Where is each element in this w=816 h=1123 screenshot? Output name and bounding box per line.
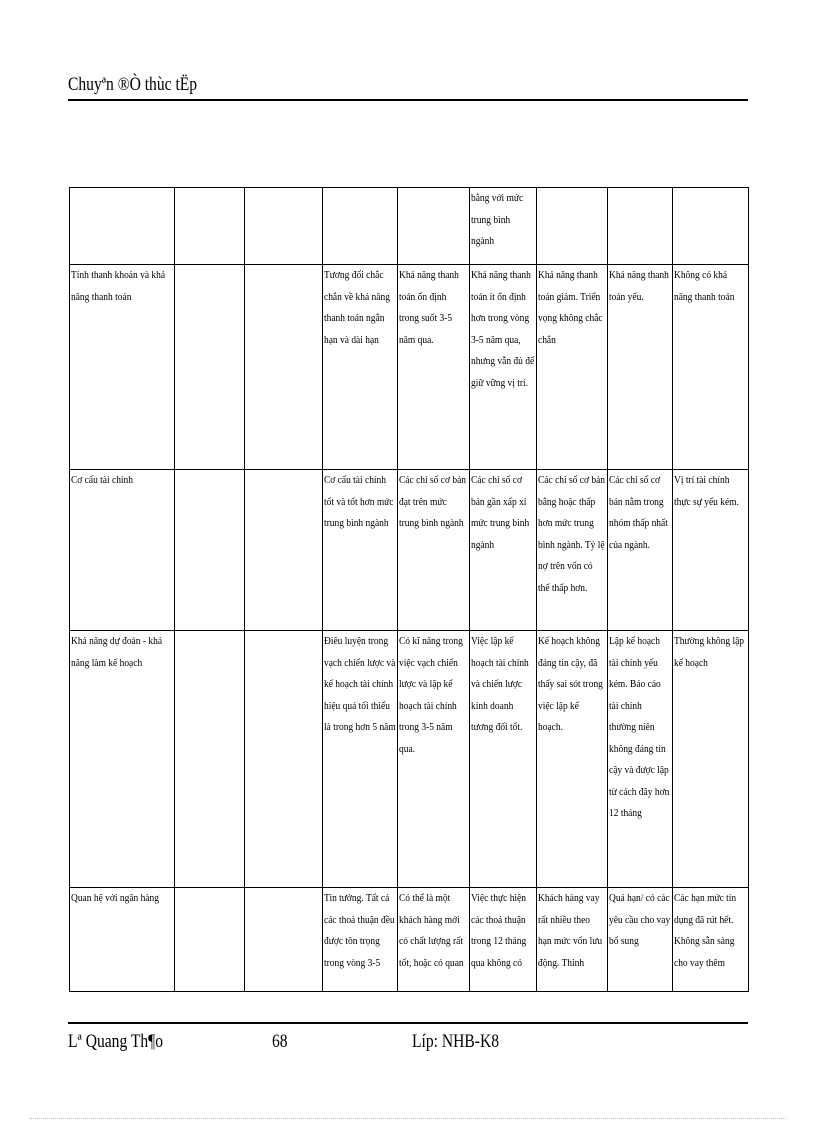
page-header-title: Chuyªn ®Ò thùc tËp <box>68 74 198 95</box>
table-cell: Khách hàng vay rất nhiều theo hạn mức vốn lưu động. Thỉnh <box>537 888 608 992</box>
table-cell: Cơ cấu tài chính tốt và tốt hơn mức trung bình ngành <box>323 470 398 631</box>
table-cell: bằng với mức trung bình ngành <box>470 188 537 265</box>
table-cell: Không có khả năng thanh toán <box>673 265 749 470</box>
table-cell <box>175 188 245 265</box>
table-cell: Khả năng thanh toán ít ổn định hơn trong vòng 3-5 năm qua, nhưng vẫn đủ để giữ vững vị trí. <box>470 265 537 470</box>
table-cell: Thường không lập kế hoạch <box>673 631 749 888</box>
table-cell <box>245 470 323 631</box>
table-cell: Khả năng thanh toán yếu. <box>608 265 673 470</box>
table-cell <box>175 888 245 992</box>
table-row-continuation <box>70 188 749 265</box>
table-cell <box>175 631 245 888</box>
table-cell <box>398 188 470 265</box>
table-cell: Khả năng thanh toán giảm. Triển vọng không chắc chắn <box>537 265 608 470</box>
table-cell <box>70 188 175 265</box>
criterion-cell: Cơ cấu tài chính <box>70 470 175 631</box>
criterion-cell: Khả năng dự đoán - khả năng làm kế hoạch <box>70 631 175 888</box>
rating-criteria-table <box>69 187 749 992</box>
table-cell: Các chỉ số cơ bản đạt trên mức trung bình ngành <box>398 470 470 631</box>
table-cell: Có kĩ năng trong việc vạch chiến lược và lập kế hoạch tài chính trong 3-5 năm qua. <box>398 631 470 888</box>
table-cell <box>537 188 608 265</box>
page-edge-divider <box>30 1118 786 1119</box>
table-cell: Điêu luyện trong vạch chiến lược và kế hoạch tài chính hiệu quả tối thiểu là trong hơn 5 năm <box>323 631 398 888</box>
table-cell: Việc thực hiện các thoả thuận trong 12 tháng qua không có <box>470 888 537 992</box>
table-cell: Kế hoạch không đáng tin cậy, đã thấy sai sót trong việc lập kế hoạch. <box>537 631 608 888</box>
table-cell <box>323 188 398 265</box>
table-cell: Các chỉ số cơ bản nằm trong nhóm thấp nhất của ngành. <box>608 470 673 631</box>
table-cell: Các hạn mức tín dụng đã rút hết. Không sẵn sàng cho vay thêm <box>673 888 749 992</box>
table-cell <box>245 265 323 470</box>
table-cell <box>608 188 673 265</box>
table-cell: Việc lập kế hoạch tài chính và chiến lược kinh doanh tương đối tốt. <box>470 631 537 888</box>
footer-rule <box>68 1022 748 1024</box>
table-cell <box>245 631 323 888</box>
table-cell <box>245 188 323 265</box>
table-cell <box>175 470 245 631</box>
header-rule <box>68 99 748 101</box>
criterion-cell: Quan hệ với ngân hàng <box>70 888 175 992</box>
table-cell: Có thể là một khách hàng mới có chất lượng rất tốt, hoặc có quan <box>398 888 470 992</box>
table-cell: Tương đối chắc chắn về khả năng thanh toán ngắn hạn và dài hạn <box>323 265 398 470</box>
table-cell: Tin tưởng. Tất cả các thoả thuận đều được tôn trọng trong vòng 3-5 <box>323 888 398 992</box>
footer-author: Lª Quang Th¶o <box>68 1031 164 1052</box>
table-cell <box>673 188 749 265</box>
table-cell: Khả năng thanh toán ổn định trong suốt 3-5 năm qua. <box>398 265 470 470</box>
criterion-cell: Tính thanh khoản và khả năng thanh toán <box>70 265 175 470</box>
table-cell: Lập kế hoạch tài chính yếu kém. Báo cáo tài chính thường niên không đáng tin cậy và được lập từ cách đây hơn 12 tháng <box>608 631 673 888</box>
table-row <box>70 470 749 631</box>
footer-page-number: 68 <box>272 1031 288 1052</box>
table-cell: Các chỉ số cơ bản bằng hoặc thấp hơn mức trung bình ngành. Tỷ lệ nợ trên vốn có thể thấp hơn. <box>537 470 608 631</box>
table-row <box>70 888 749 992</box>
table-row <box>70 631 749 888</box>
table-cell: Vị trí tài chính thực sự yếu kém. <box>673 470 749 631</box>
footer-class: Líp: NHB-K8 <box>412 1031 499 1052</box>
table-cell: Các chỉ số cơ bản gần xấp xỉ mức trung bình ngành <box>470 470 537 631</box>
table-cell <box>245 888 323 992</box>
table-row <box>70 265 749 470</box>
table-cell <box>175 265 245 470</box>
table-cell: Quá hạn/ có các yêu cầu cho vay bổ sung <box>608 888 673 992</box>
